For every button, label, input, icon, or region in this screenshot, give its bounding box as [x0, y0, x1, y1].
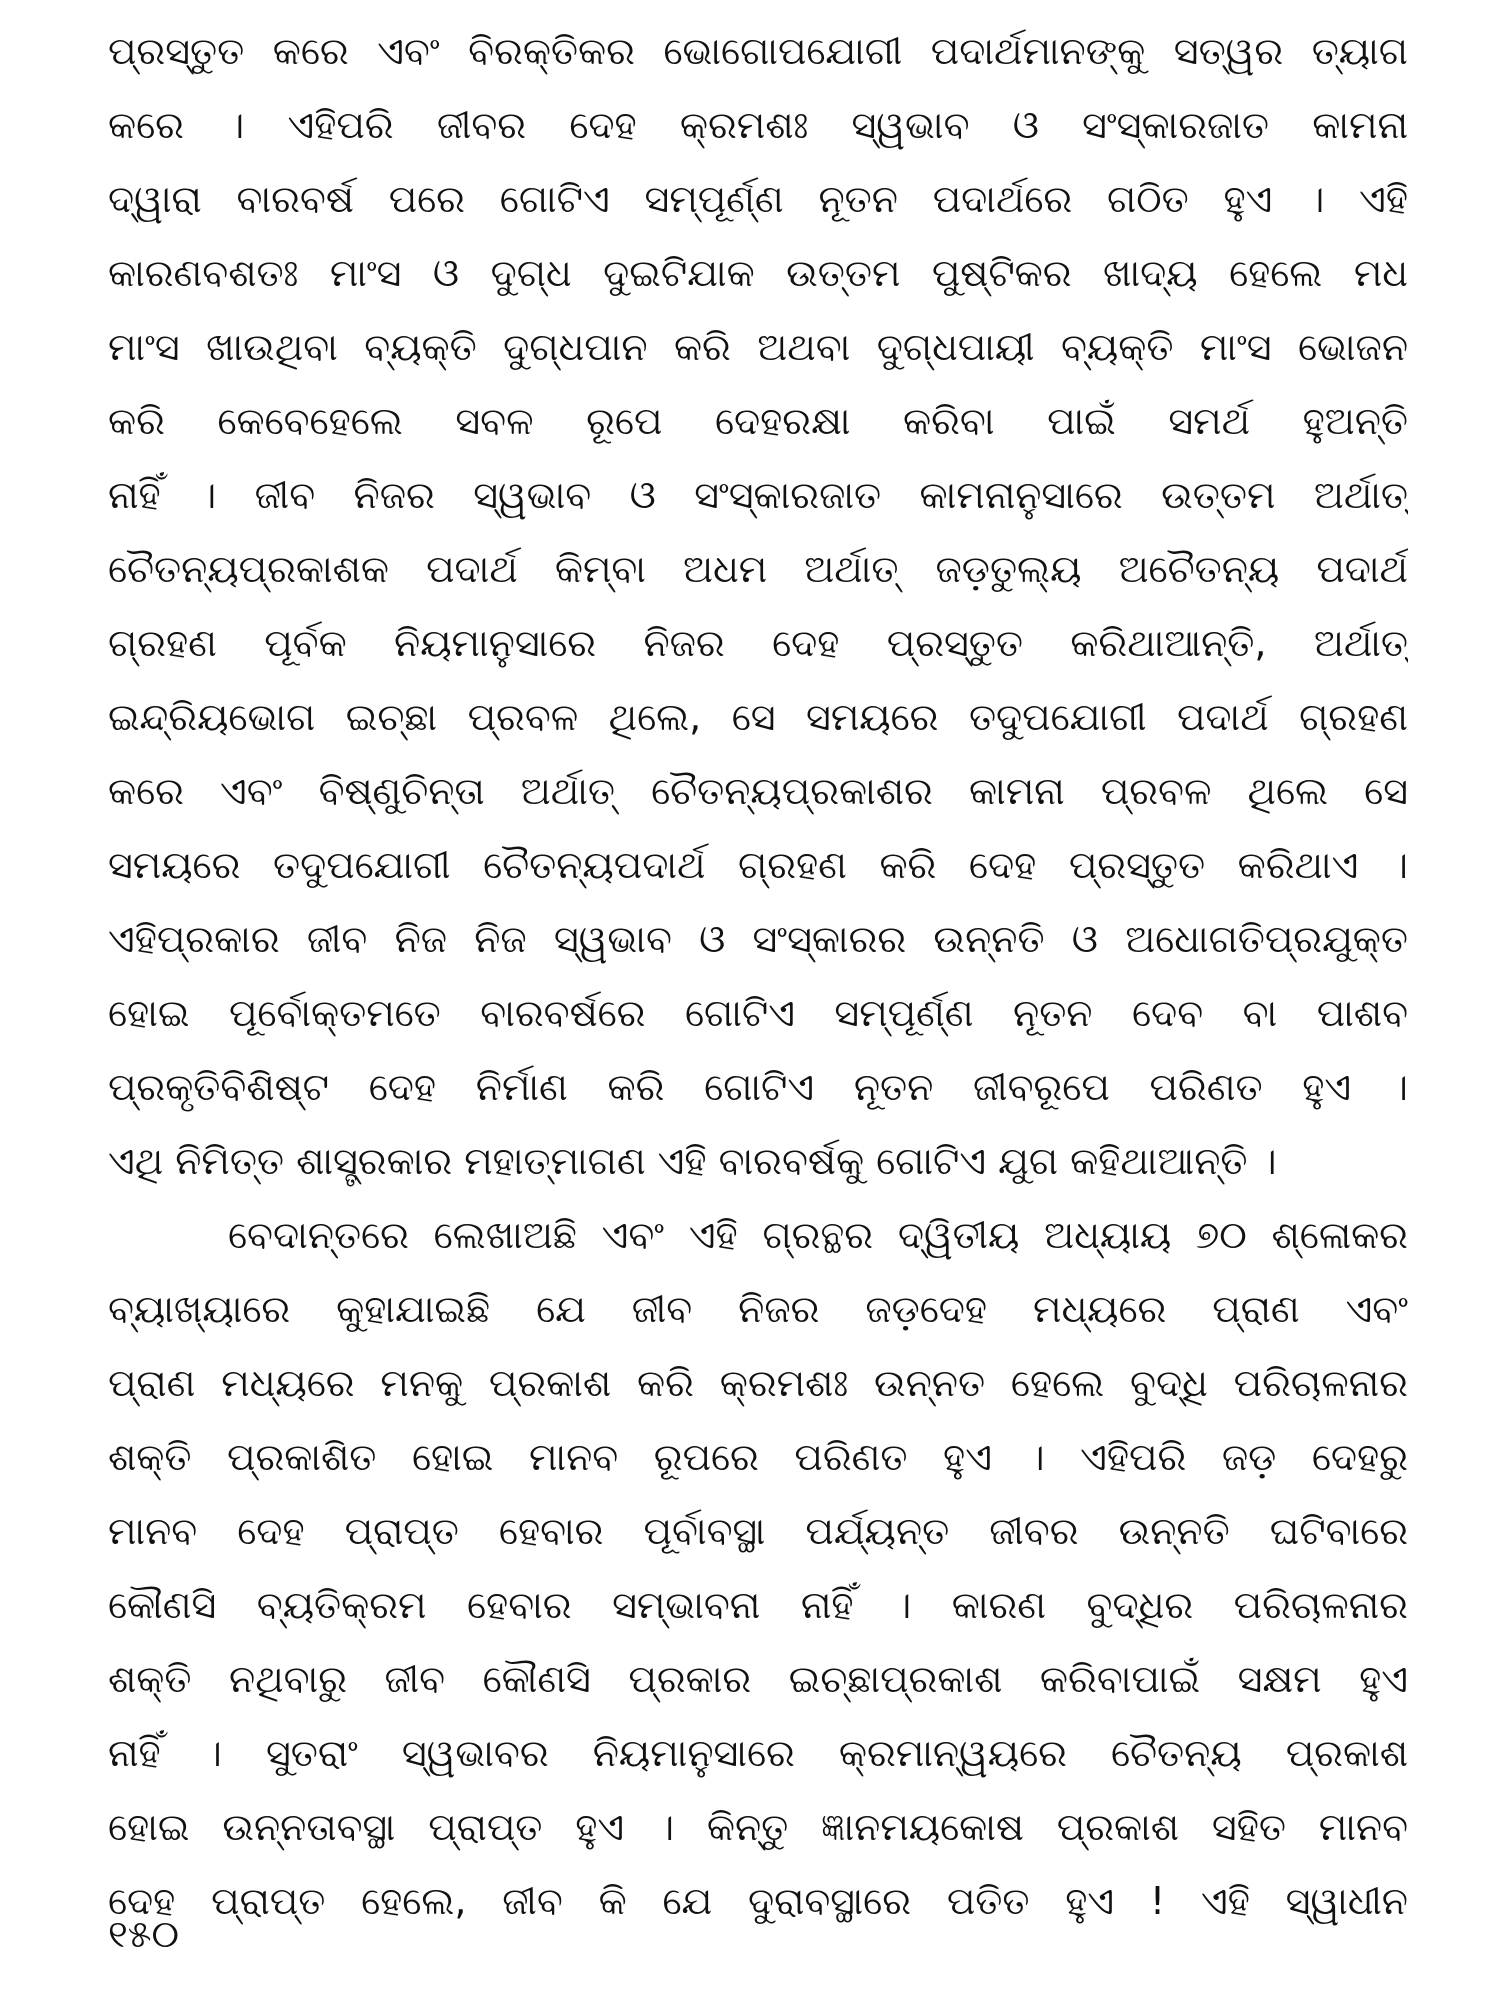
text-line: ଏଥି ନିମିତ୍ତ ଶାସ୍ତ୍ରକାର ମହାତ୍ମାଗଣ ଏହି ବାରବର୍ଷକୁ ଗୋଟିଏ ଯୁଗ କହିଥାଆନ୍ତି । — [108, 1139, 1277, 1183]
text-line: ପ୍ରକୃତିବିଶିଷ୍ଟ ଦେହ ନିର୍ମାଣ କରି ଗୋଟିଏ ନୂତନ ଜୀବରୂପେ ପରିଣତ ହୁଏ । — [108, 1065, 1408, 1109]
text-line: ଦ୍ୱାରା ବାରବର୍ଷ ପରେ ଗୋଟିଏ ସମ୍ପୂର୍ଣ୍ଣ ନୂତନ ପଦାର୍ଥରେ ଗଠିତ ହୁଏ । ଏହି — [108, 177, 1408, 221]
text-line: ନାହିଁ । ଜୀବ ନିଜର ସ୍ୱଭାବ ଓ ସଂସ୍କାରଜାତ କାମନାନୁସାରେ ଉତ୍ତମ ଅର୍ଥାତ୍ — [108, 473, 1408, 517]
text-line: ହୋଇ ପୂର୍ବୋକ୍ତମତେ ବାରବର୍ଷରେ ଗୋଟିଏ ସମ୍ପୂର୍ଣ୍ଣ ନୂତନ ଦେବ ବା ପାଶବ — [108, 991, 1408, 1035]
text-line: କରେ ଏବଂ ବିଷ୍ଣୁଚିନ୍ତା ଅର୍ଥାତ୍ ଚୈତନ୍ୟପ୍ରକାଶର କାମନା ପ୍ରବଳ ଥିଲେ ସେ — [108, 769, 1408, 813]
text-line: ହୋଇ ଉନ୍ନତାବସ୍ଥା ପ୍ରାପ୍ତ ହୁଏ । କିନ୍ତୁ ଜ୍ଞାନମୟକୋଷ ପ୍ରକାଶ ସହିତ ମାନବ — [108, 1805, 1408, 1849]
text-line: ସମୟରେ ତଦୁପଯୋଗୀ ଚୈତନ୍ୟପଦାର୍ଥ ଗ୍ରହଣ କରି ଦେହ ପ୍ରସ୍ତୁତ କରିଥାଏ । — [108, 843, 1408, 887]
book-page — [108, 14, 1408, 1974]
text-line: ନାହିଁ । ସୁତରାଂ ସ୍ୱଭାବର ନିୟମାନୁସାରେ କ୍ରମାନ୍ୱୟରେ ଚୈତନ୍ୟ ପ୍ରକାଶ — [108, 1731, 1408, 1775]
text-line: ବ୍ୟାଖ୍ୟାରେ କୁହାଯାଇଛି ଯେ ଜୀବ ନିଜର ଜଡ଼ଦେହ ମଧ୍ୟରେ ପ୍ରାଣ ଏବଂ — [108, 1287, 1408, 1331]
text-line: ଇନ୍ଦ୍ରିୟଭୋଗ ଇଚ୍ଛା ପ୍ରବଳ ଥିଲେ, ସେ ସମୟରେ ତଦୁପଯୋଗୀ ପଦାର୍ଥ ଗ୍ରହଣ — [108, 695, 1408, 739]
text-line: ଶକ୍ତି ନଥିବାରୁ ଜୀବ କୌଣସି ପ୍ରକାର ଇଚ୍ଛାପ୍ରକାଶ କରିବାପାଇଁ ସକ୍ଷମ ହୁଏ — [108, 1657, 1408, 1701]
page-number: ୧୫୦ — [108, 1912, 180, 1956]
text-line: ବେଦାନ୍ତରେ ଲେଖାଅଛି ଏବଂ ଏହି ଗ୍ରନ୍ଥର ଦ୍ୱିତୀୟ ଅଧ୍ୟାୟ ୭୦ ଶ୍ଳୋକର — [228, 1213, 1408, 1257]
text-line: ମାନବ ଦେହ ପ୍ରାପ୍ତ ହେବାର ପୂର୍ବାବସ୍ଥା ପର୍ଯ୍ୟନ୍ତ ଜୀବର ଉନ୍ନତି ଘଟିବାରେ — [108, 1509, 1408, 1553]
text-line: ଦେହ ପ୍ରାପ୍ତ ହେଲେ, ଜୀବ କି ଯେ ଦୁରାବସ୍ଥାରେ ପତିତ ହୁଏ ! ଏହି ସ୍ୱାଧୀନ — [108, 1879, 1408, 1923]
text-line: କରି କେବେହେଲେ ସବଳ ରୂପେ ଦେହରକ୍ଷା କରିବା ପାଇଁ ସମର୍ଥ ହୁଅନ୍ତି — [108, 399, 1408, 443]
text-line: ପ୍ରସ୍ତୁତ କରେ ଏବଂ ବିରକ୍ତିକର ଭୋଗୋପଯୋଗୀ ପଦାର୍ଥମାନଙ୍କୁ ସତ୍ୱର ତ୍ୟାଗ — [108, 29, 1408, 73]
text-line: ଚୈତନ୍ୟପ୍ରକାଶକ ପଦାର୍ଥ କିମ୍ବା ଅଧମ ଅର୍ଥାତ୍ ଜଡ଼ତୁଲ୍ୟ ଅଚୈତନ୍ୟ ପଦାର୍ଥ — [108, 547, 1408, 591]
text-line: ମାଂସ ଖାଉଥିବା ବ୍ୟକ୍ତି ଦୁଗ୍ଧପାନ କରି ଅଥବା ଦୁଗ୍ଧପାୟୀ ବ୍ୟକ୍ତି ମାଂସ ଭୋଜନ — [108, 325, 1408, 369]
text-line: ଶକ୍ତି ପ୍ରକାଶିତ ହୋଇ ମାନବ ରୂପରେ ପରିଣତ ହୁଏ । ଏହିପରି ଜଡ଼ ଦେହରୁ — [108, 1435, 1408, 1479]
paragraph-1 — [108, 14, 1408, 1198]
text-line: ପ୍ରାଣ ମଧ୍ୟରେ ମନକୁ ପ୍ରକାଶ କରି କ୍ରମଶଃ ଉନ୍ନତ ହେଲେ ବୁଦ୍ଧି ପରିଚାଳନାର — [108, 1361, 1408, 1405]
text-line: କାରଣବଶତଃ ମାଂସ ଓ ଦୁଗ୍ଧ ଦୁଇଟିଯାକ ଉତ୍ତମ ପୁଷ୍ଟିକର ଖାଦ୍ୟ ହେଲେ ମଧ — [108, 251, 1408, 295]
text-line: କରେ । ଏହିପରି ଜୀବର ଦେହ କ୍ରମଶଃ ସ୍ୱଭାବ ଓ ସଂସ୍କାରଜାତ କାମନା — [108, 103, 1408, 147]
paragraph-2 — [108, 1198, 1408, 1938]
text-line: କୌଣସି ବ୍ୟତିକ୍ରମ ହେବାର ସମ୍ଭାବନା ନାହିଁ । କାରଣ ବୁଦ୍ଧିର ପରିଚାଳନାର — [108, 1583, 1408, 1627]
text-line: ଏହିପ୍ରକାର ଜୀବ ନିଜ ନିଜ ସ୍ୱଭାବ ଓ ସଂସ୍କାରର ଉନ୍ନତି ଓ ଅଧୋଗତିପ୍ରଯୁକ୍ତ — [108, 917, 1408, 961]
text-line: ଗ୍ରହଣ ପୂର୍ବକ ନିୟମାନୁସାରେ ନିଜର ଦେହ ପ୍ରସ୍ତୁତ କରିଥାଆନ୍ତି, ଅର୍ଥାତ୍ — [108, 621, 1408, 665]
